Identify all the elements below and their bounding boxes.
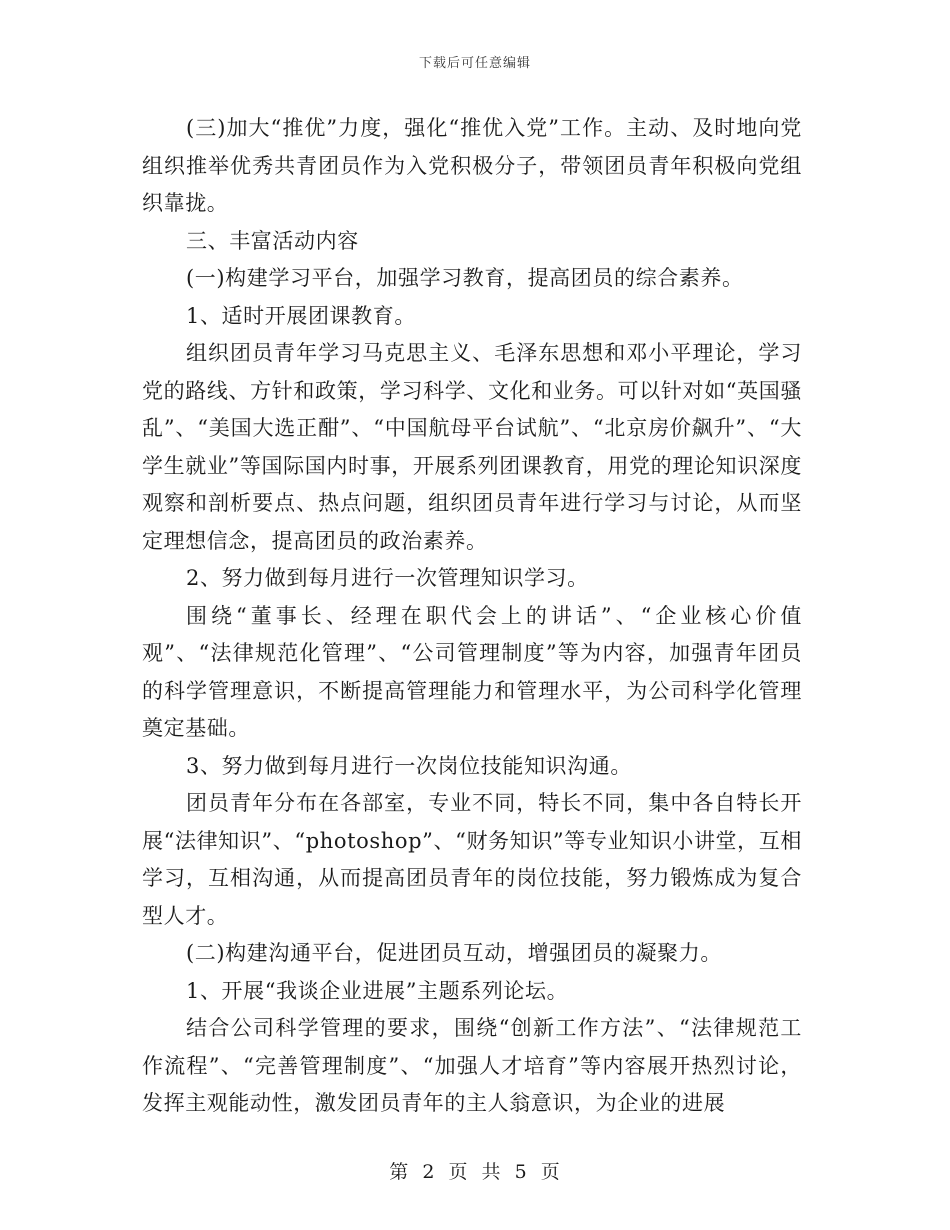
page-footer (0, 1157, 950, 1184)
footer-label-unit: 页 (448, 1161, 469, 1183)
paragraph-management-study: 围绕“董事长、经理在职代会上的讲话”、“企业核心价值观”、“法律规范化管理”、“公司管理制度”等为内容，加强青年团员的科学管理意识，不断提高管理能力和管理水平，为公司科学化管理奠定基础。 (142, 603, 802, 740)
header-note: 下载后可任意编辑 (418, 56, 531, 71)
footer-current-page: 2 (422, 1161, 436, 1183)
paragraph-push-excellent: (三)加大“推优”力度，强化“推优入党”工作。主动、及时地向党组织推举优秀共青团员作为入党积极分子，带领团员青年积极向党组织靠拢。 (142, 116, 802, 215)
paragraph-skills-exchange: 团员青年分布在各部室，专业不同，特长不同，集中各自特长开展“法律知识”、“photoshop”、“财务知识”等专业知识小讲堂，互相学习，互相沟通，从而提高团员青年的岗位技能，努力锻炼成为复合型人才。 (142, 791, 802, 928)
subheading-learning-platform: (一)构建学习平台，加强学习教育，提高团员的综合素养。 (186, 266, 744, 290)
document-body (142, 110, 802, 1123)
paragraph-forum: 结合公司科学管理的要求，围绕“创新工作方法”、“法律规范工作流程”、“完善管理制度”、“加强人才培育”等内容展开热烈讨论，发挥主观能动性，激发团员青年的主人翁意识，为企业的进展 (142, 1016, 802, 1115)
paragraph-league-class: 组织团员青年学习马克思主义、毛泽东思想和邓小平理论，学习党的路线、方针和政策，学习科学、文化和业务。可以针对如“英国骚乱”、“美国大选正酣”、“中国航母平台试航”、“北京房价飙升”、“大学生就业”等国际国内时事，开展系列团课教育，用党的理论知识深度观察和剖析要点、热点问题，组织团员青年进行学习与讨论，从而坚定理想信念，提高团员的政治素养。 (142, 341, 802, 553)
item-heading-skills-exchange: 3、努力做到每月进行一次岗位技能知识沟通。 (186, 753, 632, 778)
item-heading-forum: 1、开展“我谈企业进展”主题系列论坛。 (186, 978, 569, 1003)
subheading-communication-platform: (二)构建沟通平台，促进团员互动，增强团员的凝聚力。 (186, 941, 722, 965)
footer-label-total: 共 (481, 1161, 502, 1183)
footer-label-page: 第 (389, 1161, 410, 1183)
section-heading-activities: 三、丰富活动内容 (186, 228, 359, 253)
footer-total-pages: 5 (514, 1161, 528, 1183)
item-heading-management-study: 2、努力做到每月进行一次管理知识学习。 (186, 566, 589, 590)
footer-label-unit-end: 页 (540, 1161, 561, 1183)
item-heading-league-class: 1、适时开展团课教育。 (186, 303, 416, 328)
